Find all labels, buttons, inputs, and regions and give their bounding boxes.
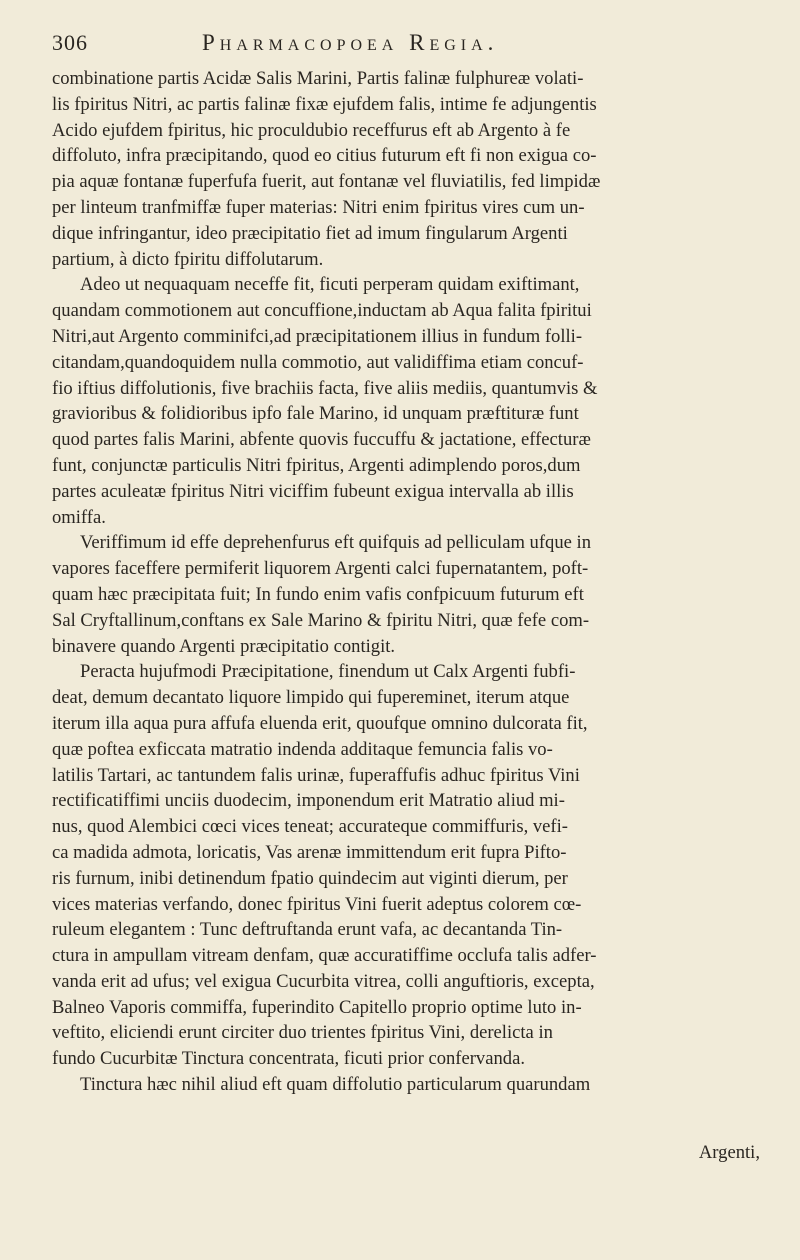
text-line: Peracta hujufmodi Præcipitatione, finendum ut Calx Argenti fubfi- bbox=[80, 661, 576, 683]
text-line: quandam commotionem aut concuffione,inductam ab Aqua falita fpiritui bbox=[52, 300, 592, 322]
page-number: 306 bbox=[52, 30, 88, 55]
text-line: vices materias verfando, donec fpiritus Vini fuerit adeptus colorem cœ- bbox=[52, 893, 582, 915]
text-line: fio iftius diffolutionis, five brachiis facta, five aliis mediis, quantumvis & bbox=[52, 377, 598, 399]
text-line: funt, conjunctæ particulis Nitri fpiritus, Argenti adimplendo poros,dum bbox=[52, 454, 581, 476]
text-line: lis fpiritus Nitri, ac partis falinæ fixæ ejufdem falis, intime fe adjungentis bbox=[52, 93, 597, 115]
catchword: Argenti, bbox=[698, 1142, 760, 1163]
text-line: gravioribus & folidioribus ipfo fale Marino, id unquam præftituræ funt bbox=[52, 403, 579, 425]
running-head: Pharmacopoea Regia. bbox=[202, 30, 499, 55]
body-text bbox=[52, 66, 792, 1098]
text-line: vapores faceffere permiferit liquorem Argenti calci fupernatantem, poft- bbox=[52, 558, 589, 580]
text-line: quæ poftea exficcata matratio indenda additaque femuncia falis vo- bbox=[52, 738, 553, 760]
text-line: pia aquæ fontanæ fuperfufa fuerit, aut fontanæ vel fluviatilis, fed limpidæ bbox=[52, 171, 601, 193]
text-line: latilis Tartari, ac tantundem falis urinæ, fuperaffufis adhuc fpiritus Vini bbox=[52, 764, 580, 786]
text-line: ris furnum, inibi detinendum fpatio quindecim aut viginti dierum, per bbox=[52, 867, 568, 889]
text-line: combinatione partis Acidæ Salis Marini, Partis falinæ fulphureæ volati- bbox=[52, 68, 584, 89]
text-line: partium, à dicto fpiritu diffolutarum. bbox=[52, 248, 324, 270]
text-line: Veriffimum id effe deprehenfurus eft quifquis ad pelliculam ufque in bbox=[80, 532, 592, 554]
text-line: ctura in ampullam vitream denfam, quæ accuratiffime occlufa talis adfer- bbox=[52, 945, 597, 967]
text-line: veftito, eliciendi erunt circiter duo trientes fpiritus Vini, derelicta in bbox=[52, 1022, 553, 1044]
text-line: Tinctura hæc nihil aliud eft quam diffolutio particularum quarundam bbox=[80, 1074, 591, 1096]
text-line: nus, quod Alembici cœci vices teneat; accurateque commiffuris, vefi- bbox=[52, 816, 568, 838]
text-line: binavere quando Argenti præcipitatio contigit. bbox=[52, 635, 396, 657]
text-line: dique infringantur, ideo præcipitatio fiet ad imum fingularum Argenti bbox=[52, 222, 568, 244]
text-line: partes aculeatæ fpiritus Nitri viciffim fubeunt exigua intervalla ab illis bbox=[52, 480, 574, 502]
text-line: citandam,quandoquidem nulla commotio, aut validiffima etiam concuf- bbox=[52, 351, 584, 373]
text-line: rectificatiffimi unciis duodecim, imponendum erit Matratio aliud mi- bbox=[52, 790, 565, 812]
text-line: Adeo ut nequaquam neceffe fit, ficuti perperam quidam exiftimant, bbox=[80, 274, 580, 296]
text-line: Nitri,aut Argento comminifci,ad præcipitationem illius in fundum folli- bbox=[52, 325, 583, 347]
text-line: Acido ejufdem fpiritus, hic proculdubio receffurus eft ab Argento à fe bbox=[52, 119, 571, 141]
text-line: omiffa. bbox=[52, 506, 106, 528]
text-line: Balneo Vaporis commiffa, fuperindito Capitello proprio optime luto in- bbox=[52, 996, 582, 1018]
text-line: vanda erit ad ufus; vel exigua Cucurbita vitrea, colli anguftioris, excepta, bbox=[52, 970, 595, 992]
text-line: ca madida admota, loricatis, Vas arenæ immittendum erit fupra Pifto- bbox=[52, 841, 567, 863]
text-line: fundo Cucurbitæ Tinctura concentrata, ficuti prior confervanda. bbox=[52, 1048, 525, 1070]
text-line: iterum illa aqua pura affufa eluenda erit, quoufque omnino dulcorata fit, bbox=[52, 712, 588, 734]
page-header bbox=[52, 30, 762, 66]
text-line: per linteum tranfmiffæ fuper materias: Nitri enim fpiritus vires cum un- bbox=[52, 196, 585, 218]
text-line: deat, demum decantato liquore limpido qui fupereminet, iterum atque bbox=[52, 687, 570, 709]
text-line: quod partes falis Marini, abfente quovis fuccuffu & jactatione, effecturæ bbox=[52, 429, 591, 451]
text-line: Sal Cryftallinum,conftans ex Sale Marino & fpiritu Nitri, quæ fefe com- bbox=[52, 609, 590, 631]
text-line: ruleum elegantem : Tunc deftruftanda erunt vafa, ac decantanda Tin- bbox=[52, 919, 563, 941]
text-line: quam hæc præcipitata fuit; In fundo enim vafis confpicuum futurum eft bbox=[52, 583, 584, 605]
text-line: diffoluto, infra præcipitando, quod eo citius futurum eft fi non exigua co- bbox=[52, 145, 597, 167]
